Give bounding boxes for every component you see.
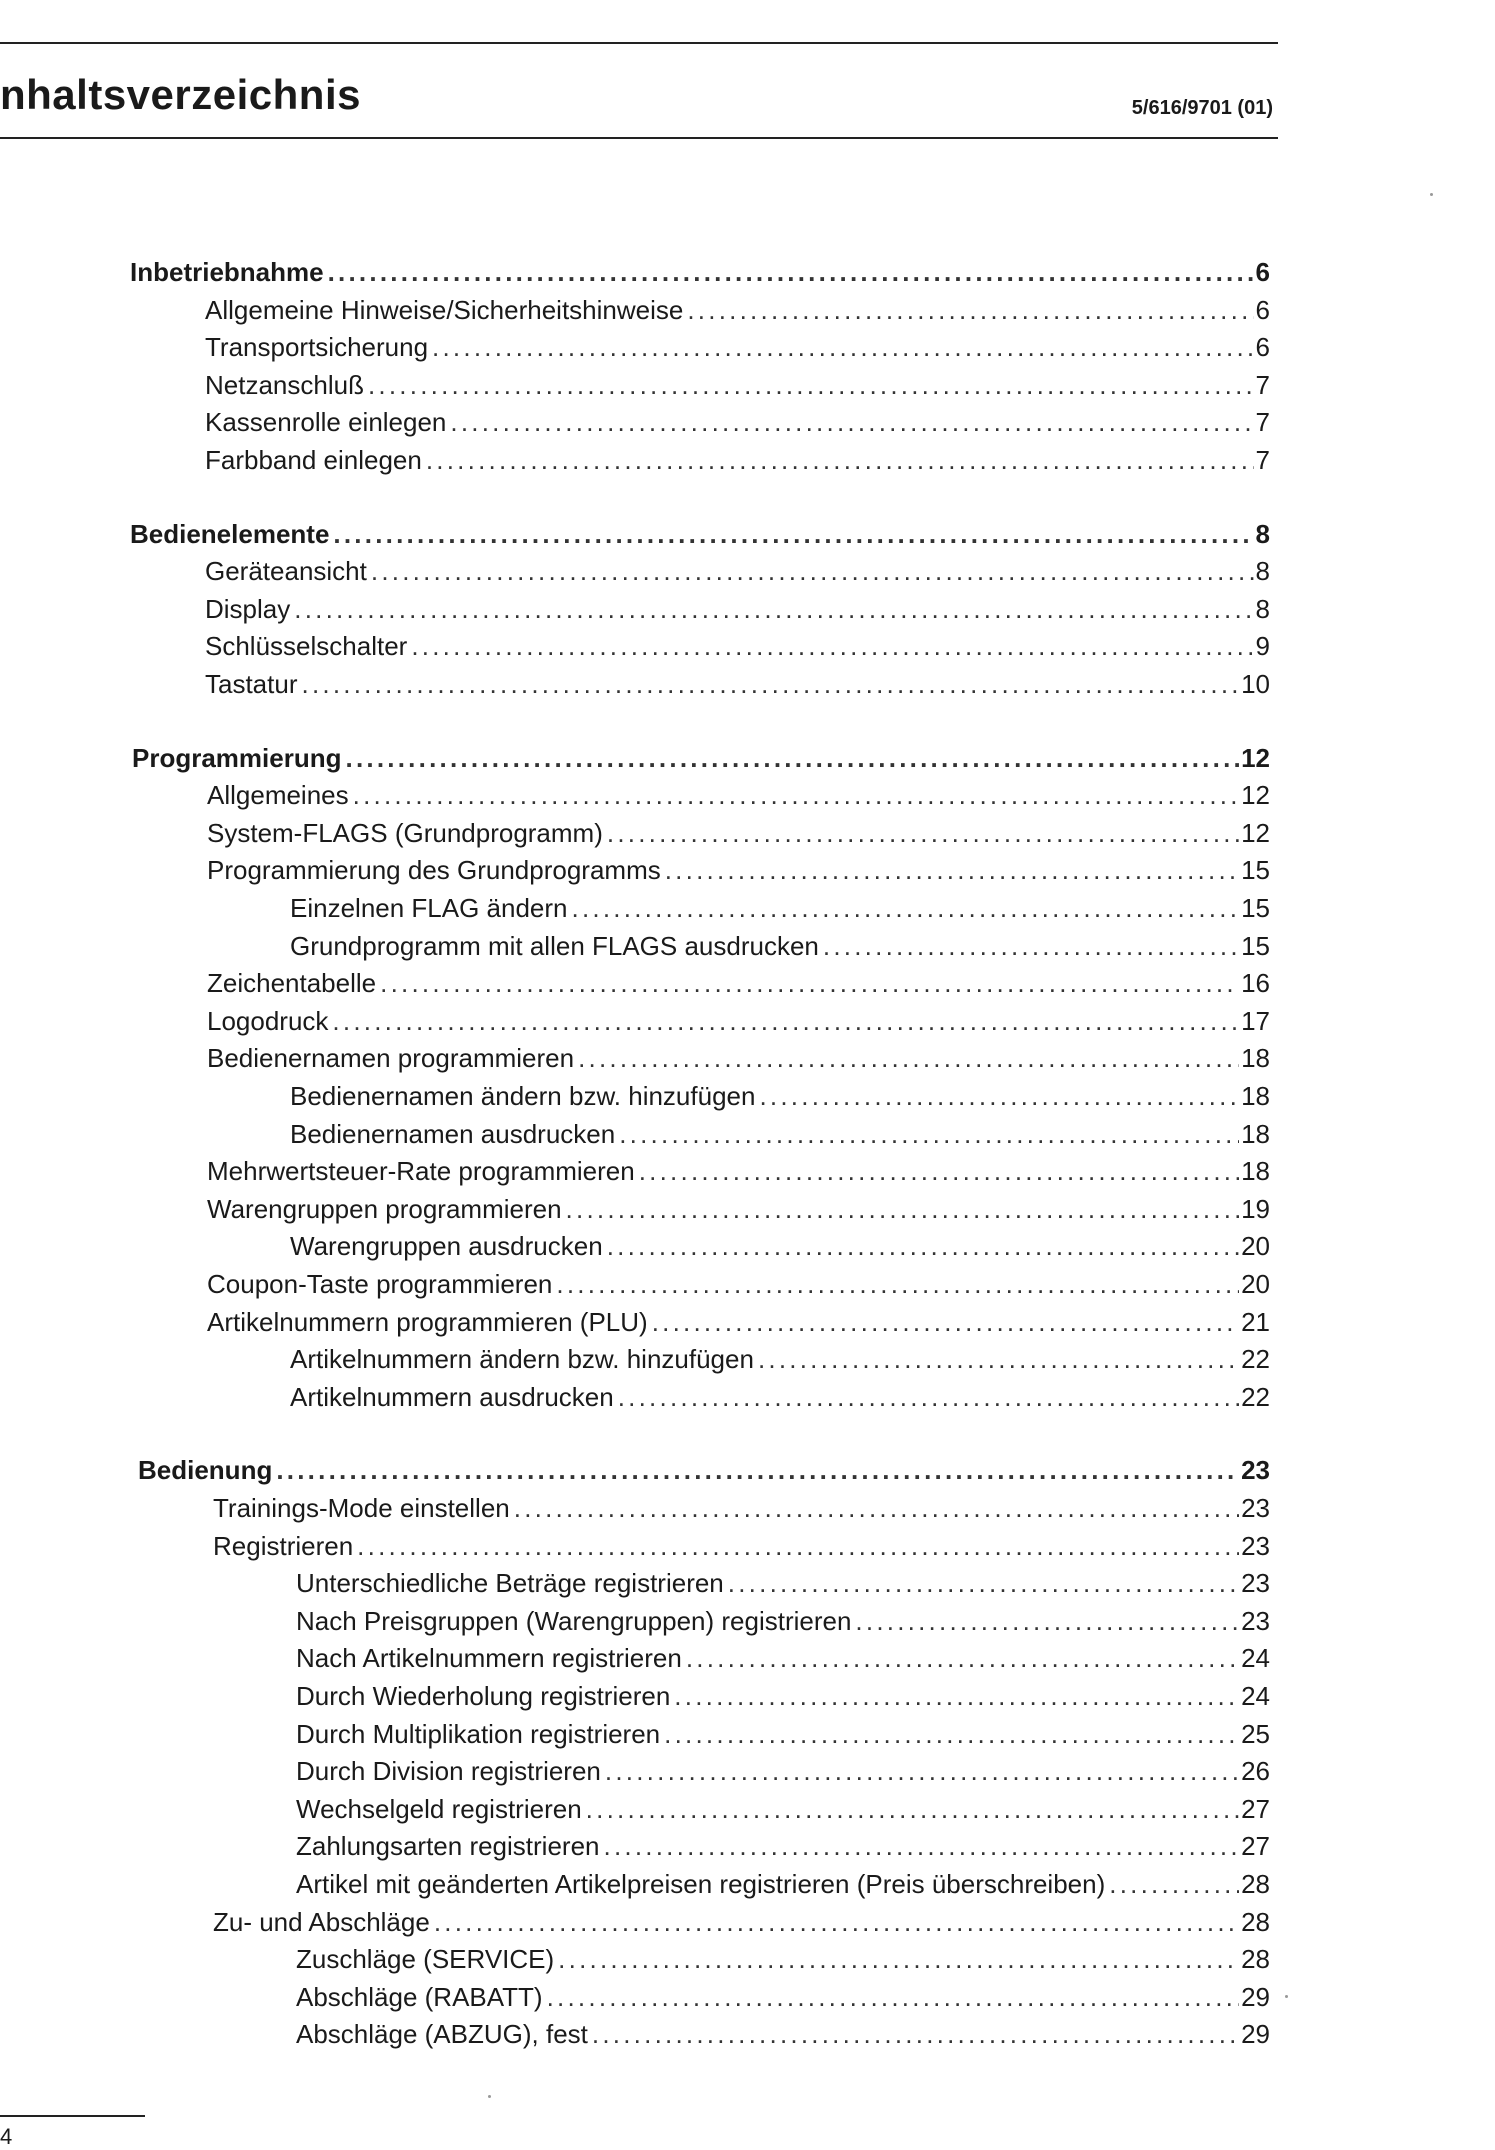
toc-entry	[296, 1717, 1270, 1751]
toc-dot-leader	[332, 1004, 1239, 1038]
toc-entry	[205, 368, 1270, 402]
toc-dot-leader	[434, 1905, 1239, 1939]
toc-entry-page: 15	[1241, 855, 1270, 885]
toc-entry-title: Einzelnen FLAG ändern	[290, 893, 568, 923]
toc-entry-page: 15	[1241, 893, 1270, 923]
toc-dot-leader	[758, 1342, 1239, 1376]
toc-dot-leader	[380, 966, 1239, 1000]
toc-dot-leader	[302, 667, 1240, 701]
toc-entry-title: Trainings-Mode einstellen	[213, 1493, 510, 1523]
toc-entry-title: Durch Wiederholung registrieren	[296, 1681, 671, 1711]
toc-entry-page: 17	[1241, 1006, 1270, 1036]
toc-entry-page: 28	[1241, 1944, 1270, 1974]
toc-entry-title: Nach Artikelnummern registrieren	[296, 1643, 682, 1673]
toc-entry-title: Artikelnummern ausdrucken	[290, 1382, 614, 1412]
toc-dot-leader	[687, 293, 1253, 327]
toc-entry-title: Bedienernamen ändern bzw. hinzufügen	[290, 1081, 756, 1111]
toc-entry-page: 7	[1255, 407, 1270, 437]
toc-entry-title: Kassenrolle einlegen	[205, 407, 447, 437]
toc-entry-title: Artikelnummern ändern bzw. hinzufügen	[290, 1344, 754, 1374]
toc-dot-leader	[652, 1305, 1239, 1339]
toc-dot-leader	[618, 1380, 1239, 1414]
header-rule	[0, 137, 1278, 139]
toc-entry-title: Zahlungsarten registrieren	[296, 1831, 600, 1861]
top-rule	[0, 42, 1278, 44]
toc-entry	[205, 293, 1270, 327]
toc-entry-page: 16	[1241, 968, 1270, 998]
toc-entry	[205, 667, 1270, 701]
toc-entry	[290, 1342, 1270, 1376]
toc-entry-page: 23	[1241, 1531, 1270, 1561]
toc-entry	[207, 1004, 1270, 1038]
toc-dot-leader	[592, 2017, 1239, 2051]
toc-entry-title: Abschläge (ABZUG), fest	[296, 2019, 588, 2049]
page-title: nhaltsverzeichnis	[0, 71, 361, 118]
toc-entry-title: Artikelnummern programmieren (PLU)	[207, 1307, 648, 1337]
toc-entry-page: 24	[1241, 1681, 1270, 1711]
toc-entry-page: 28	[1241, 1907, 1270, 1937]
toc-dot-leader	[346, 741, 1240, 775]
toc-entry-page: 8	[1255, 556, 1270, 586]
toc-entry	[296, 1566, 1270, 1600]
toc-entry	[207, 816, 1270, 850]
toc-entry-page: 15	[1241, 931, 1270, 961]
toc-entry-title: Zu- und Abschläge	[213, 1907, 430, 1937]
toc-entry-page: 6	[1255, 257, 1270, 287]
toc-entry-title: Programmierung	[132, 743, 342, 773]
toc-entry-page: 18	[1241, 1119, 1270, 1149]
toc-entry	[205, 330, 1270, 364]
toc-entry-page: 6	[1255, 295, 1270, 325]
toc-dot-leader	[558, 1942, 1239, 1976]
toc-entry-title: Coupon-Taste programmieren	[207, 1269, 553, 1299]
toc-entry	[296, 1792, 1270, 1826]
toc-entry-title: Nach Preisgruppen (Warengruppen) registrieren	[296, 1606, 852, 1636]
toc-entry	[207, 1267, 1270, 1301]
toc-entry-page: 23	[1241, 1568, 1270, 1598]
toc-dot-leader	[619, 1117, 1239, 1151]
toc-entry-title: Zuschläge (SERVICE)	[296, 1944, 555, 1974]
toc-entry-title: Bedienelemente	[130, 519, 330, 549]
toc-entry-page: 7	[1255, 370, 1270, 400]
toc-entry-page: 22	[1241, 1344, 1270, 1374]
toc-entry-page: 9	[1255, 631, 1270, 661]
toc-entry-page: 29	[1241, 2019, 1270, 2049]
toc-entry-page: 24	[1241, 1643, 1270, 1673]
toc-entry-title: Logodruck	[207, 1006, 329, 1036]
toc-entry-title: Wechselgeld registrieren	[296, 1794, 582, 1824]
toc-dot-leader	[514, 1491, 1239, 1525]
document-code: 5/616/9701 (01)	[1131, 97, 1273, 119]
toc-entry	[205, 592, 1270, 626]
scan-speck	[488, 2095, 491, 2098]
toc-entry	[290, 1079, 1270, 1113]
toc-entry	[207, 1192, 1270, 1226]
toc-dot-leader	[665, 853, 1239, 887]
toc-entry-title: Bedienernamen ausdrucken	[290, 1119, 616, 1149]
toc-entry-title: Display	[205, 594, 291, 624]
toc-entry-title: Unterschiedliche Beträge registrieren	[296, 1568, 724, 1598]
toc-section-heading	[130, 517, 1270, 551]
toc-entry	[205, 405, 1270, 439]
toc-entry-title: Mehrwertsteuer-Rate programmieren	[207, 1156, 635, 1186]
toc-entry-page: 23	[1241, 1493, 1270, 1523]
toc-entry-page: 23	[1241, 1455, 1270, 1485]
toc-entry	[213, 1529, 1270, 1563]
toc-entry-title: Farbband einlegen	[205, 445, 422, 475]
toc-entry-title: Warengruppen ausdrucken	[290, 1231, 603, 1261]
toc-entry	[207, 778, 1270, 812]
toc-section-heading	[138, 1453, 1270, 1487]
toc-dot-leader	[368, 368, 1254, 402]
toc-entry	[296, 1641, 1270, 1675]
toc-entry-page: 28	[1241, 1869, 1270, 1899]
toc-entry-page: 12	[1241, 780, 1270, 810]
toc-dot-leader	[639, 1154, 1239, 1188]
toc-entry-title: Geräteansicht	[205, 556, 367, 586]
toc-dot-leader	[294, 592, 1253, 626]
toc-entry	[296, 1867, 1270, 1901]
toc-entry-title: Zeichentabelle	[207, 968, 377, 998]
toc-dot-leader	[686, 1641, 1239, 1675]
toc-entry	[290, 1229, 1270, 1263]
toc-entry	[296, 2017, 1270, 2051]
toc-dot-leader	[604, 1829, 1240, 1863]
toc-entry-page: 20	[1241, 1269, 1270, 1299]
toc-entry-title: System-FLAGS (Grundprogramm)	[207, 818, 603, 848]
toc-entry-page: 8	[1255, 594, 1270, 624]
toc-entry-title: Durch Multiplikation registrieren	[296, 1719, 661, 1749]
page-number: 4	[0, 2124, 13, 2149]
toc-entry-page: 25	[1241, 1719, 1270, 1749]
toc-entry-page: 18	[1241, 1081, 1270, 1111]
toc-entry-title: Registrieren	[213, 1531, 354, 1561]
toc-entry-title: Bedienung	[138, 1455, 273, 1485]
toc-dot-leader	[547, 1980, 1239, 2014]
scan-speck	[1285, 1995, 1288, 1998]
toc-dot-leader	[823, 929, 1239, 963]
toc-entry-page: 12	[1241, 743, 1270, 773]
toc-dot-leader	[328, 255, 1254, 289]
toc-dot-leader	[357, 1529, 1239, 1563]
toc-entry-title: Grundprogramm mit allen FLAGS ausdrucken	[290, 931, 819, 961]
toc-dot-leader	[371, 554, 1254, 588]
toc-entry	[296, 1679, 1270, 1713]
toc-entry	[205, 443, 1270, 477]
toc-dot-leader	[607, 816, 1239, 850]
toc-entry-title: Tastatur	[205, 669, 298, 699]
toc-entry	[213, 1905, 1270, 1939]
toc-entry-title: Bedienernamen programmieren	[207, 1043, 575, 1073]
toc-entry-page: 27	[1241, 1794, 1270, 1824]
scan-speck	[1430, 193, 1433, 196]
toc-dot-leader	[450, 405, 1253, 439]
toc-entry	[296, 1829, 1270, 1863]
toc-dot-leader	[664, 1717, 1239, 1751]
toc-entry-title: Durch Division registrieren	[296, 1756, 601, 1786]
toc-entry-page: 29	[1241, 1982, 1270, 2012]
toc-dot-leader	[1109, 1867, 1239, 1901]
toc-entry-page: 8	[1255, 519, 1270, 549]
toc-entry-page: 27	[1241, 1831, 1270, 1861]
toc-dot-leader	[276, 1453, 1239, 1487]
toc-entry-title: Transportsicherung	[205, 332, 429, 362]
toc-dot-leader	[572, 891, 1240, 925]
toc-entry-title: Warengruppen programmieren	[207, 1194, 562, 1224]
toc-section-heading	[132, 741, 1270, 775]
toc-entry	[207, 1154, 1270, 1188]
toc-dot-leader	[855, 1604, 1239, 1638]
toc-entry	[213, 1491, 1270, 1525]
toc-entry	[205, 554, 1270, 588]
toc-entry	[205, 629, 1270, 663]
toc-entry	[290, 1380, 1270, 1414]
toc-entry	[296, 1604, 1270, 1638]
footer-rule	[0, 2115, 145, 2117]
toc-dot-leader	[674, 1679, 1239, 1713]
toc-entry	[290, 891, 1270, 925]
toc-entry-title: Schlüsselschalter	[205, 631, 408, 661]
toc-entry	[207, 853, 1270, 887]
toc-entry-page: 22	[1241, 1382, 1270, 1412]
toc-entry	[296, 1980, 1270, 2014]
toc-dot-leader	[759, 1079, 1239, 1113]
toc-entry-page: 20	[1241, 1231, 1270, 1261]
toc-entry-page: 23	[1241, 1606, 1270, 1636]
toc-dot-leader	[333, 517, 1253, 551]
toc-entry	[290, 1117, 1270, 1151]
toc-entry-page: 21	[1241, 1307, 1270, 1337]
toc-dot-leader	[605, 1754, 1239, 1788]
toc-entry	[290, 929, 1270, 963]
toc-entry	[296, 1754, 1270, 1788]
toc-dot-leader	[556, 1267, 1239, 1301]
toc-entry-title: Programmierung des Grundprogramms	[207, 855, 661, 885]
toc-dot-leader	[586, 1792, 1239, 1826]
toc-dot-leader	[566, 1192, 1240, 1226]
toc-entry-title: Abschläge (RABATT)	[296, 1982, 543, 2012]
toc-entry-page: 18	[1241, 1043, 1270, 1073]
toc-entry-page: 10	[1241, 669, 1270, 699]
toc-entry-page: 19	[1241, 1194, 1270, 1224]
toc-dot-leader	[432, 330, 1254, 364]
toc-entry-title: Inbetriebnahme	[130, 257, 324, 287]
toc-section-heading	[130, 255, 1270, 289]
toc-dot-leader	[578, 1041, 1239, 1075]
toc-entry-page: 6	[1255, 332, 1270, 362]
toc-entry	[207, 1041, 1270, 1075]
toc-entry-page: 7	[1255, 445, 1270, 475]
toc-dot-leader	[607, 1229, 1239, 1263]
toc-entry	[296, 1942, 1270, 1976]
toc-entry-title: Allgemeine Hinweise/Sicherheitshinweise	[205, 295, 684, 325]
toc-entry-page: 12	[1241, 818, 1270, 848]
toc-dot-leader	[411, 629, 1253, 663]
toc-dot-leader	[353, 778, 1239, 812]
toc-dot-leader	[426, 443, 1254, 477]
toc-entry-page: 18	[1241, 1156, 1270, 1186]
toc-entry-title: Artikel mit geänderten Artikelpreisen registrieren (Preis überschreiben)	[296, 1869, 1106, 1899]
toc-entry-page: 26	[1241, 1756, 1270, 1786]
toc-entry-title: Allgemeines	[207, 780, 349, 810]
toc-dot-leader	[728, 1566, 1239, 1600]
toc-entry	[207, 966, 1270, 1000]
toc-entry	[207, 1305, 1270, 1339]
toc-entry-title: Netzanschluß	[205, 370, 364, 400]
